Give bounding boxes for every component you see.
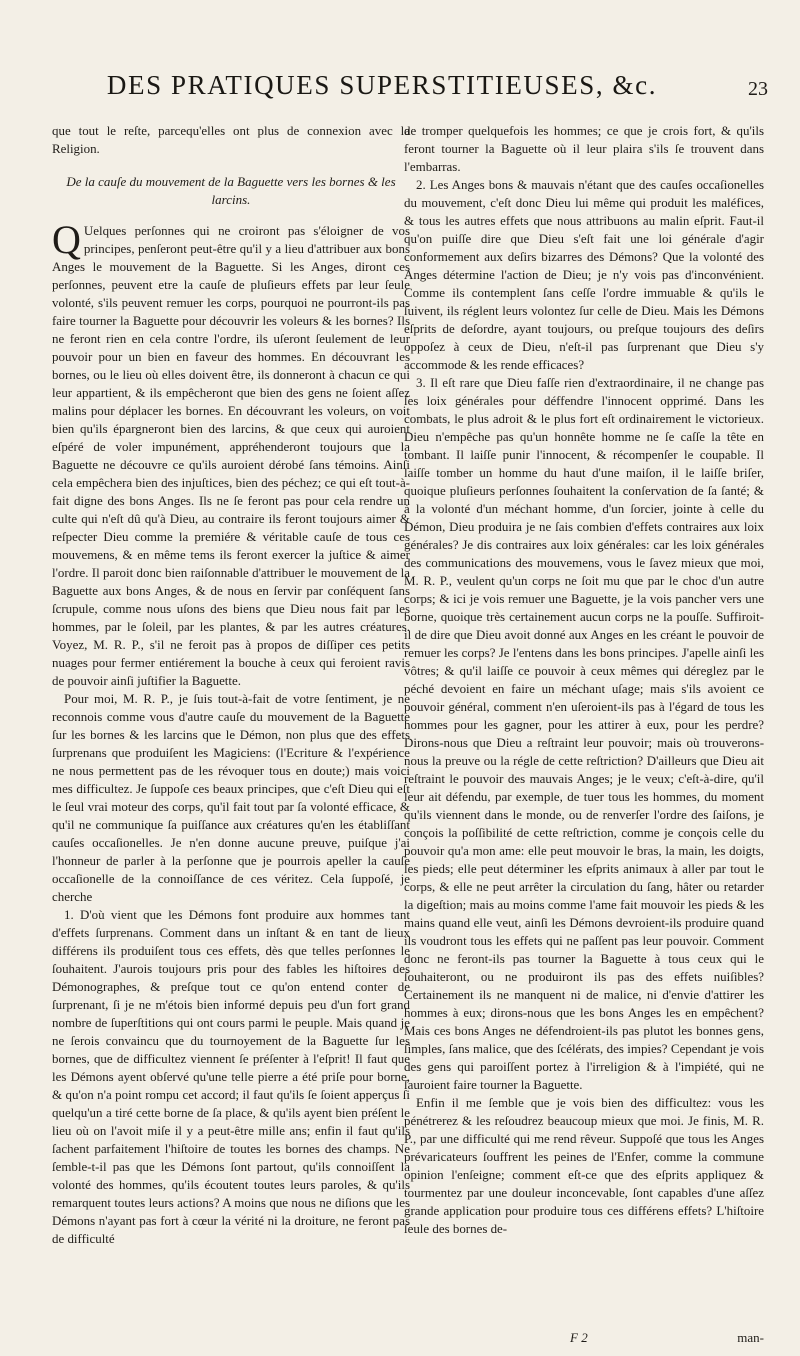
paragraph-conclusion: Enfin il me ſemble que je vois bien des difficultez: vous les pénétrerez & les reſoudrez beaucoup mieux que moi. Je finis, M. R. P., par une difficulté qui me rend rêveur. Suppoſé que tous les Anges prévaricateurs ſouffrent les peines de l'Enfer, comme la commune opinion l'enſeigne; comment eſt-ce que des eſprits appliquez & tourmentez par une douleur inconcevable, ſont capables d'une aſſez grande application pour produire tous ces différens effets? L'hiſtoire ſeule des bornes de-	[404, 1095, 764, 1236]
paragraph-opening: QUelques perſonnes qui ne croiront pas s'éloigner de vos principes, penſeront peut-être qu'il y a lieu d'attribuer aux bons Anges le mouvement de la Baguette. Si les Anges, diront ces perſonnes, peuvent etre la cauſe de pluſieurs effets par leur ſeule volonté, s'ils peuvent remuer les corps, pourquoi ne pourront-ils pas faire tourner la Baguette pour découvrir les voleurs & les bornes? Ils ne feront rien en cela contre l'ordre, ils uſeront ſeulement de leur pouvoir pour un bien en faveur des hommes. En découvrant les bornes, ou le lieu où elles doivent être, ils donneront à chacun ce qui leur appartient, & ils empêcheront que bien des gens ne ſoient aſſez malins pour déplacer les bornes. En découvrant les voleurs, on voit bien qu'ils épargneront bien des larcins, & que ceux qui auroient eſpéré de voler impunément, appréhenderont toujours que la Baguette ne découvre ce qu'ils auroient dérobé ſans témoins. Ainſi cela empêchera bien des injuſtices, bien des péchez; ce qui eſt tout-à-fait digne des bons Anges. Ils ne ſe feront pas pour cela rendre un culte qui n'eſt dû qu'à Dieu, au contraire ils feront toujours aimer & reſpecter Dieu comme la premiére & véritable cauſe de tous ces mouvemens, & en même tems ils feront exercer la juſtice & aimer l'ordre. Il paroit donc bien raiſonnable d'attribuer le mouvement de la Baguette aux bons Anges, & de nous en ſervir par conſéquent ſans ſcrupule, comme nous uſons des biens que Dieu nous fait par les hommes, par le ſoleil, par les plantes, & par les autres créatures. Voyez, M. R. P., s'il ne feroit pas à propos de diſſiper ces petits nuages pour fermer entiérement la bouche à ceux qui feroient ravis de pouvoir ainſi juſtifier la Baguette.	[52, 217, 410, 688]
paragraph-numbered-1: 1. D'où vient que les Démons font produire aux hommes tant d'effets ſurprenans. Comment dans un inſtant & en tant de lieux différens ils produiſent tous ces effets, dès que telles perſonnes le ſouhaitent. J'aurois toujours pris pour des fables les hiſtoires des Démonographes, & preſque tout ce qu'on entend conter de ſurprenant, ſi je ne m'étois bien informé depuis peu d'un fort grand nombre de ſuperſtitions qui ont cours parmi le peuple. Mais quand je ne ſerois convaincu que du tournoyement de la Baguette ſur les bornes, que de difficultez viennent ſe préſenter à l'eſprit! Il faut que les Démons ayent obſervé qu'une telle pierre a été priſe pour borne, & qu'on n'a point rompu cet accord; il faut qu'ils ſe ſoient apperçus ſi quelqu'un a tiré cette borne de ſa place, & qu'ils ayent bien préſent le lieu où on l'avoit miſe il y a peut-être mille ans; enfin il faut qu'ils ſachent parfaitement l'hiſtoire de toutes les bornes des champs. Ne ſemble-t-il pas que les Démons ſont partout, qu'ils connoiſſent la volonté des hommes, qu'ils écoutent toutes leurs paroles, & qu'ils remarquent toutes leurs actions? A moins que nous ne diſions que les Démons n'ayant pas fort à cœur la vérité ni la droiture, ne feront pas de difficulté	[52, 907, 410, 1246]
page-number: 23	[748, 78, 768, 100]
paragraph: Pour moi, M. R. P., je ſuis tout-à-fait de votre ſentiment, je ne reconnois comme vous d'autre cauſe du mouvement de la Baguette ſur les bornes & les larcins que le Démon, non plus que des effets ſurprenans que produiſent les Magiciens: (l'Ecriture & l'expérience ne nous permettent pas de les révoquer tous en doute;) mais voici mes difficultez. Je ſuppoſe ces beaux principes, que c'eſt Dieu qui eſt le ſeul vrai moteur des corps, qu'il fait tout par ſa volonté efficace, & qu'il ne communique ſa puiſſance aux créatures qu'en les établiſſant cauſes occaſionelles. Je n'en donne aucune preuve, puiſque j'ai l'honneur de parler à la perſonne que je pourrois apeller la cauſe occaſionelle de la connoiſſance de ces véritez. Cela ſuppoſé, je cherche	[52, 691, 410, 904]
right-column	[404, 122, 764, 1238]
paragraph-continued: de tromper quelquefois les hommes; ce que je crois fort, & qu'ils feront tourner la Baguette où il leur plaira s'ils ſe trouvent dans l'embarras.	[404, 123, 764, 174]
left-column	[52, 122, 410, 1248]
running-head	[30, 68, 770, 108]
catchword: man-	[737, 1330, 764, 1345]
paragraph-numbered-2: 2. Les Anges bons & mauvais n'étant que des cauſes occaſionelles du mouvement, c'eſt donc Dieu lui même qui produit les maléfices, & tous les autres effets que nous attribuons au malin eſprit. Faut-il qu'on puiſſe dire que Dieu s'eſt fait une loi générale d'agir conformement aux deſirs bizarres des Démons? Que la volonté des Anges détermine l'action de Dieu; je n'y vois pas d'inconvénient. Comme ils contemplent ſans ceſſe l'ordre immuable & qu'ils le ſuivent, ils réglent leurs volontez ſur celle de Dieu. Mais les Démons eſprits de deſordre, ayant toujours, ou preſque toujours des deſirs oppoſez à ceux de Dieu, n'eſt-il pas ſurprenant que Dieu s'y accommode & les rende efficaces?	[404, 177, 764, 372]
page-footer	[404, 1330, 764, 1350]
section-heading: De la cauſe du mouvement de la Baguette vers les bornes & les larcins.	[66, 174, 396, 207]
paragraph-continued: que tout le reſte, parcequ'elles ont plus de connexion avec la Religion.	[52, 123, 410, 156]
running-title: DES PRATIQUES SUPERSTITIEUSES, &c.	[106, 70, 658, 100]
paragraph-numbered-3: 3. Il eſt rare que Dieu faſſe rien d'extraordinaire, il ne change pas ſes loix générales pour déffendre l'innocent opprimé. Dans les combats, le plus adroit & le plus fort eſt ordinairement le victorieux. Dieu n'empêche pas qu'un honnête homme ne ſe caſſe la tête en tombant. Il laiſſe punir l'innocent, & récompenſer le coupable. Il laiſſe tomber un homme du haut d'une maiſon, il le laiſſe briſer, quoique pluſieurs perſonnes ſouhaitent la conſervation de ſa ſanté; & à la volonté d'un méchant homme, d'un ſorcier, jointe à celle du Démon, Dieu produira je ne ſais combien d'effets contraires aux loix générales? Je dis contraires aux loix générales: car les loix générales des communications des mouvemens, vous le ſavez mieux que moi, M. R. P., veulent qu'un corps ne ſoit mu que par le choc d'un autre corps; & ici je vois remuer une Baguette, je la vois pancher vers une borne, quoique très certainement aucun corps ne la pouſſe. Suffiroit-il de dire que Dieu avoit donné aux Anges en les créant le pouvoir de remuer les corps? Je l'entens dans les bons principes. J'apelle ainſi les vôtres; & qu'il laiſſe ce pouvoir à ceux mêmes qui déreglez par le péché devoient en faire un méchant uſage; mais s'ils avoient ce pouvoir général, comment n'en uſeroient-ils pas à l'égard de tous les hommes pour les gagner, pour les attirer à eux, pour les perdre? Dirons-nous que Dieu a reſtraint leur pouvoir; mais où trouverons-nous la preuve ou la régle de cette reſtriction? D'ailleurs que Dieu ait reſtraint le pouvoir des mauvais Anges; je le veux; c'eſt-à-dire, qu'il leur ait défendu, par exemple, de tuer tous les hommes, du moment qu'ils viennent dans le monde, ou de renverſer l'ordre des ſaiſons, je conçois la poſſibilité de cette reſtriction, comme je conçois celle du pouvoir qu'a mon ame: elle peut mouvoir le bras, la main, les doigts, les pieds; elle peut déterminer les eſprits animaux à aller par tout le corps, & elle ne peut arrêter la circulation du ſang, hâter ou retarder la digeſtion; mais au moins comme l'ame fait mouvoir les pieds & les mains quand elle veut, ainſi les Démons devroient-ils produire quand ils voudront tous les effets qui ne paſſent pas leur pouvoir. Comment donc ne feront-ils pas tourner la Baguette à tous ceux qui le ſouhaiteront, ou ne produiront ils pas des effets nuiſibles? Certainement ils ne manquent ni de malice, ni d'envie d'attirer les hommes à eux; dirons-nous que les bons Anges les en empêchent? Mais ces bons Anges ne défendroient-ils pas plutot les bonnes gens, ſimples, ſans malice, que des ſcélérats, des impies? Cependant je vois des gens qui paroiſſent portez à l'irreligion & à l'impiété, qui ne ſauroient faire tourner la Baguette.	[404, 375, 764, 1092]
signature-mark: F 2	[570, 1330, 588, 1345]
